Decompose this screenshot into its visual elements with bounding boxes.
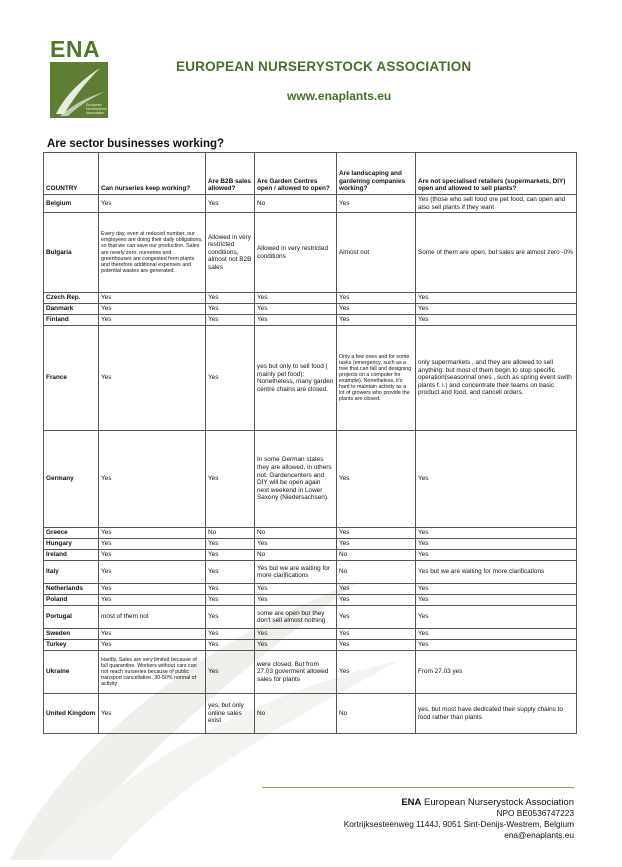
footer-divider xyxy=(262,787,574,788)
ena-logo xyxy=(50,36,108,118)
cell-landscaping: Yes xyxy=(337,651,416,694)
cell-b2b: Yes xyxy=(206,651,255,694)
cell-country: Greece xyxy=(44,528,99,539)
cell-nurseries: Yes xyxy=(99,293,206,304)
col-header-landscaping: Are landscaping and gardening companies working? xyxy=(337,153,416,195)
cell-nurseries: Yes xyxy=(99,694,206,734)
table-row xyxy=(44,584,577,595)
cell-nurseries: Yes xyxy=(99,640,206,651)
cell-country: Turkey xyxy=(44,640,99,651)
table-row xyxy=(44,326,577,431)
cell-garden: In some German states they are allowed, in others not. Gardencenters and DIY will be open again next weekend in Lower Saxony (Niedersachsen). xyxy=(255,431,337,528)
cell-country: Ukraine xyxy=(44,651,99,694)
cell-landscaping: Yes xyxy=(337,431,416,528)
cell-landscaping: Yes xyxy=(337,528,416,539)
table-row xyxy=(44,651,577,694)
cell-nurseries: Hardly. Sales are very limited because of full quarantine. Workers without cars can not reach nurseries because of public transport cancellation. 30-50% normal of activity xyxy=(99,651,206,694)
cell-garden: Yes but we are waiting for more clarifications xyxy=(255,561,337,584)
cell-landscaping: Yes xyxy=(337,606,416,629)
cell-nurseries: Yes xyxy=(99,304,206,315)
footer-email-link[interactable]: ena@enaplants.eu xyxy=(504,830,574,840)
cell-nurseries: most of them not xyxy=(99,606,206,629)
cell-country: United Kingdom xyxy=(44,694,99,734)
cell-nurseries: Yes xyxy=(99,539,206,550)
cell-garden: Yes xyxy=(255,629,337,640)
cell-country: Netherlands xyxy=(44,584,99,595)
cell-garden: Yes xyxy=(255,304,337,315)
cell-country: Italy xyxy=(44,561,99,584)
cell-retailers: Yes (those who sell food ore pet food, can open and also sell plants if they want xyxy=(416,195,577,213)
cell-nurseries: Every day, even at reduced number, our employees are doing their daily obligations, so that we can save our production. Sales are nearly zero, nurseries and greenhouses are congested from plants and therefore additional expenses and potential wastes are generated. xyxy=(99,213,206,293)
cell-garden: No xyxy=(255,195,337,213)
cell-landscaping: Yes xyxy=(337,629,416,640)
cell-landscaping: Yes xyxy=(337,315,416,326)
footer xyxy=(344,797,574,841)
cell-country: Sweden xyxy=(44,629,99,640)
cell-country: Danmark xyxy=(44,304,99,315)
cell-nurseries: Yes xyxy=(99,431,206,528)
table-row xyxy=(44,694,577,734)
table-row xyxy=(44,315,577,326)
cell-nurseries: Yes xyxy=(99,326,206,431)
cell-retailers: Yes xyxy=(416,431,577,528)
cell-country: Poland xyxy=(44,595,99,606)
col-header-country: COUNTRY xyxy=(44,153,99,195)
logo-subtext: European Nurserystock Association xyxy=(86,103,107,115)
table-row xyxy=(44,629,577,640)
table-row xyxy=(44,539,577,550)
cell-nurseries: Yes xyxy=(99,315,206,326)
table-row xyxy=(44,595,577,606)
cell-b2b: Yes xyxy=(206,431,255,528)
cell-b2b: Yes xyxy=(206,561,255,584)
cell-retailers: Yes xyxy=(416,595,577,606)
cell-garden: some are open bur they don't sell almost nothing xyxy=(255,606,337,629)
cell-country: Bulgaria xyxy=(44,213,99,293)
cell-b2b: Yes xyxy=(206,584,255,595)
cell-nurseries: Yes xyxy=(99,550,206,561)
cell-garden: Yes xyxy=(255,595,337,606)
cell-retailers: Yes xyxy=(416,550,577,561)
cell-country: Portugal xyxy=(44,606,99,629)
cell-nurseries: Yes xyxy=(99,595,206,606)
cell-country: Hungary xyxy=(44,539,99,550)
cell-country: Germany xyxy=(44,431,99,528)
col-header-garden-centres: Are Garden Centres open / allowed to open? xyxy=(255,153,337,195)
cell-landscaping: No xyxy=(337,694,416,734)
cell-landscaping: Yes xyxy=(337,293,416,304)
cell-retailers: only supermarkets , and they are allowed to sell anything: but most of them begin to stop specific operation(seasonnal ones , such as spring event swith plants f. i.) and concentrate their teams on basic product and food, and cancell orders. xyxy=(416,326,577,431)
cell-garden: Yes xyxy=(255,293,337,304)
cell-b2b: Yes xyxy=(206,315,255,326)
cell-retailers: Yes xyxy=(416,315,577,326)
footer-org xyxy=(344,797,574,808)
logo-box xyxy=(50,62,108,118)
cell-landscaping: Only a few ones and for some tasks (emergency, such as a tree that can fall and designing projects on a computer for example). Nonetheless, it's hard to maintain activity as a lot of growers who provide the plants are closed. xyxy=(337,326,416,431)
cell-garden: No xyxy=(255,528,337,539)
cell-retailers: Yes xyxy=(416,584,577,595)
page-heading: Are sector businesses working? xyxy=(47,138,225,150)
cell-landscaping: Yes xyxy=(337,539,416,550)
org-title: EUROPEAN NURSERYSTOCK ASSOCIATION xyxy=(176,59,472,74)
cell-nurseries: Yes xyxy=(99,584,206,595)
table-row xyxy=(44,195,577,213)
cell-b2b: Yes xyxy=(206,293,255,304)
cell-landscaping: No xyxy=(337,550,416,561)
cell-b2b: No xyxy=(206,528,255,539)
cell-retailers: Yes but we are waiting for more clarifications xyxy=(416,561,577,584)
cell-garden: Yes xyxy=(255,315,337,326)
footer-npo: NPO BE0536747223 xyxy=(496,808,574,818)
table-row xyxy=(44,561,577,584)
cell-b2b: Yes xyxy=(206,606,255,629)
cell-retailers: Yes xyxy=(416,606,577,629)
cell-country: France xyxy=(44,326,99,431)
cell-landscaping: Yes xyxy=(337,584,416,595)
cell-country: Ireland xyxy=(44,550,99,561)
cell-garden: No xyxy=(255,694,337,734)
table-row xyxy=(44,640,577,651)
cell-retailers: Yes xyxy=(416,539,577,550)
cell-landscaping: Yes xyxy=(337,304,416,315)
cell-garden: Yes xyxy=(255,539,337,550)
col-header-b2b: Are B2B sales allowed? xyxy=(206,153,255,195)
cell-retailers: From 27.03 yes xyxy=(416,651,577,694)
table-row xyxy=(44,431,577,528)
logo-text: ENA xyxy=(50,36,101,62)
status-table xyxy=(43,152,577,734)
footer-org-short: ENA xyxy=(401,797,422,808)
cell-retailers: Yes xyxy=(416,293,577,304)
cell-garden: Yes xyxy=(255,640,337,651)
cell-nurseries: Yes xyxy=(99,528,206,539)
cell-retailers: Some of them are open, but sales are almost zero -0% xyxy=(416,213,577,293)
cell-b2b: Yes xyxy=(206,326,255,431)
cell-landscaping: Yes xyxy=(337,640,416,651)
cell-landscaping: Almost not xyxy=(337,213,416,293)
cell-b2b: Yes xyxy=(206,304,255,315)
table-row xyxy=(44,304,577,315)
col-header-nurseries: Can nurseries keep working? xyxy=(99,153,206,195)
table-row xyxy=(44,528,577,539)
cell-garden: yes but only to sell food ( mainly pet food); Nonetheless, many garden centre chains are closed. xyxy=(255,326,337,431)
cell-country: Belgium xyxy=(44,195,99,213)
cell-retailers: Yes xyxy=(416,528,577,539)
cell-retailers: Yes xyxy=(416,304,577,315)
table-header-row xyxy=(44,153,577,195)
cell-landscaping: Yes xyxy=(337,195,416,213)
cell-b2b: Yes xyxy=(206,550,255,561)
cell-country: Czech Rep. xyxy=(44,293,99,304)
table-body xyxy=(44,195,577,734)
cell-retailers: Yes xyxy=(416,629,577,640)
cell-garden: Allowed in very restricted conditions xyxy=(255,213,337,293)
cell-garden: were closed. But from 27.03 goverment allowed sales for plants xyxy=(255,651,337,694)
cell-b2b: Yes xyxy=(206,595,255,606)
col-header-retailers: Are not specialised retailers (supermarkets, DIY) open and allowed to sell plants? xyxy=(416,153,577,195)
table-row xyxy=(44,550,577,561)
cell-garden: Yes xyxy=(255,584,337,595)
cell-b2b: Yes xyxy=(206,195,255,213)
cell-b2b: Allowed in very restricted conditions, almost not B2B sales xyxy=(206,213,255,293)
footer-org-name: European Nurserystock Association xyxy=(424,797,574,808)
cell-b2b: Yes xyxy=(206,640,255,651)
cell-garden: No xyxy=(255,550,337,561)
cell-landscaping: Yes xyxy=(337,595,416,606)
cell-landscaping: No xyxy=(337,561,416,584)
cell-country: Finland xyxy=(44,315,99,326)
table-row xyxy=(44,213,577,293)
table-row xyxy=(44,293,577,304)
cell-nurseries: Yes xyxy=(99,629,206,640)
org-website-link[interactable]: www.enaplants.eu xyxy=(287,89,392,103)
cell-retailers: yes, but most have dedicated their supply chains to food rather than plants xyxy=(416,694,577,734)
cell-nurseries: Yes xyxy=(99,561,206,584)
cell-b2b: Yes xyxy=(206,629,255,640)
cell-retailers: Yes xyxy=(416,640,577,651)
footer-address: Kortrijksesteenweg 1144J, 9051 Sint-Denijs-Westrem, Belgium xyxy=(343,819,574,829)
cell-nurseries: Yes xyxy=(99,195,206,213)
table-row xyxy=(44,606,577,629)
cell-b2b: yes, but only online sales exist xyxy=(206,694,255,734)
cell-b2b: Yes xyxy=(206,539,255,550)
